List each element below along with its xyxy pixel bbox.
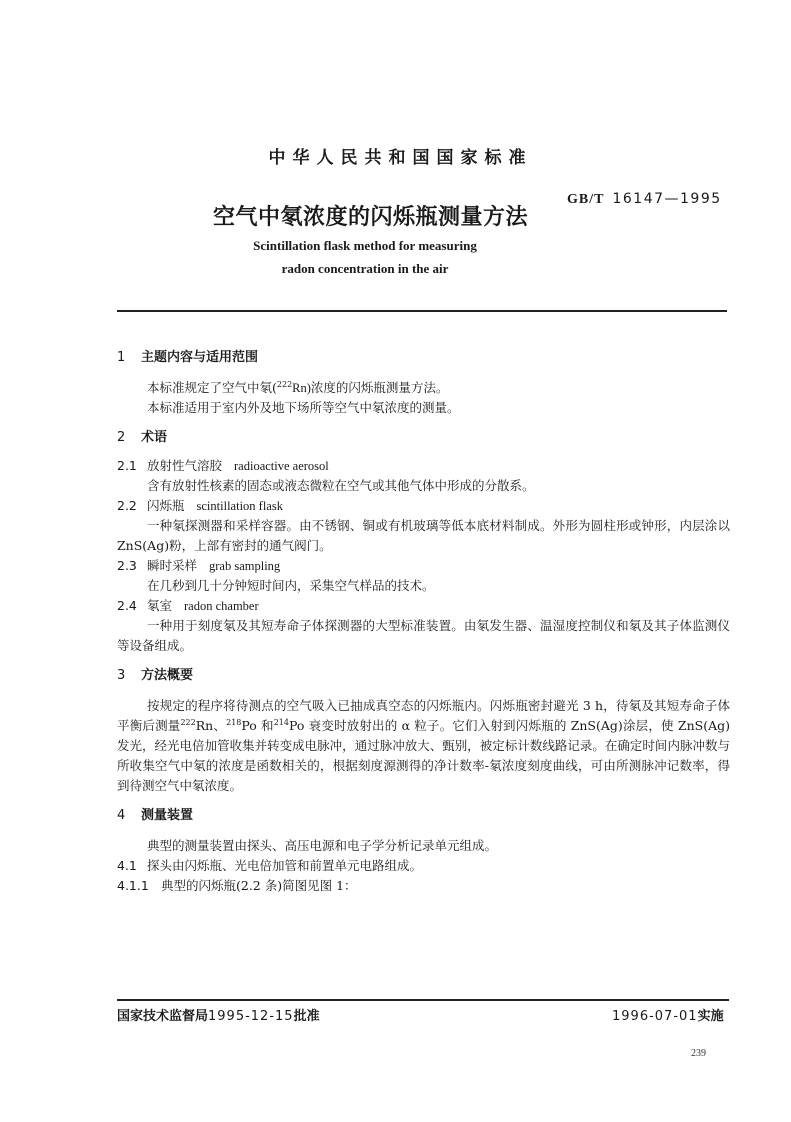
section-4-heading xyxy=(117,806,730,826)
section-title: 主题内容与适用范围 xyxy=(141,350,259,365)
section-2-heading xyxy=(117,428,730,448)
section-3-paragraph xyxy=(117,696,730,796)
text-run: 本标准规定了空气中氡( xyxy=(147,380,277,395)
document-title-en-line2: radon concentration in the air xyxy=(281,261,449,276)
national-standard-heading: 中华人民共和国国家标准 xyxy=(268,148,533,168)
superscript: 218 xyxy=(226,717,242,727)
term-en: radioactive aerosol xyxy=(234,459,329,473)
text-run: Po 衰变时放射出的 α 粒子。它们入射到闪烁瓶的 ZnS(Ag)涂层，使 ZnS(Ag)发光，经光电倍加管收集并转变成电脉冲，通过脉冲放大、甄别，被定标计数线路记录。在确定时间内脉冲数与所收集空气中氡的浓度是函数相关的，根据刻度源测得的净计数率-氡浓度刻度曲线，可由所测脉冲记数率，得到待测空气中氡浓度。 xyxy=(117,718,730,793)
text-run: Rn、 xyxy=(195,718,227,733)
clause-4-1-1 xyxy=(117,876,730,896)
superscript: 222 xyxy=(276,379,293,389)
section-3-heading xyxy=(117,666,730,686)
section-number: 1 xyxy=(117,350,126,365)
text-run: Po 和 xyxy=(241,718,274,733)
document-title-en-line1: Scintillation flask method for measuring xyxy=(253,238,477,253)
term-en: radon chamber xyxy=(184,599,259,613)
clause-number: 2.2 xyxy=(117,498,137,513)
section-number: 4 xyxy=(117,808,126,823)
standard-code-prefix: GB/T xyxy=(567,192,605,207)
document-title-zh: 空气中氡浓度的闪烁瓶测量方法 xyxy=(213,205,529,230)
document-body xyxy=(117,348,730,896)
clause-number: 2.1 xyxy=(117,458,137,473)
definition-2-2-term xyxy=(117,496,730,516)
clause-number: 2.3 xyxy=(117,558,137,573)
definition-2-1-text: 含有放射性核素的固态或液态微粒在空气或其他气体中形成的分散系。 xyxy=(147,478,535,493)
approval-date: 1995-12-15 xyxy=(208,1009,294,1024)
standard-code xyxy=(567,189,722,208)
section-1-heading xyxy=(117,348,730,368)
clause-text: 探头由闪烁瓶、光电倍加管和前置单元电路组成。 xyxy=(147,858,423,873)
section-number: 3 xyxy=(117,668,126,683)
text-run: 按规定的程序将待测点的空气吸入已抽成真空态的闪烁瓶内。闪烁瓶密封避光 3 h，待氡及其短寿命子体平衡后测量 xyxy=(117,698,730,733)
definition-2-3-text: 在几秒到几十分钟短时间内，采集空气样品的技术。 xyxy=(147,578,435,593)
term-zh: 瞬时采样 xyxy=(147,558,198,573)
definition-2-2-text: 一种氡探测器和采样容器。由不锈钢、铜或有机玻璃等低本底材料制成。外形为圆柱形或钟形，内层涂以 ZnS(Ag)粉，上部有密封的通气阀门。 xyxy=(117,518,730,553)
term-zh: 闪烁瓶 xyxy=(147,498,185,513)
definition-2-3-term xyxy=(117,556,730,576)
clause-number: 4.1.1 xyxy=(117,878,149,893)
clause-text: 典型的闪烁瓶(2.2 条)简图见图 1： xyxy=(161,878,357,893)
section-1-paragraph-1 xyxy=(117,378,730,398)
section-1-paragraph-2: 本标准适用于室内外及地下场所等空气中氡浓度的测量。 xyxy=(147,400,460,415)
term-en: grab sampling xyxy=(209,559,281,573)
clause-number: 4.1 xyxy=(117,858,137,873)
superscript: 214 xyxy=(273,717,289,727)
page-number: 239 xyxy=(691,1048,706,1059)
footer-divider xyxy=(117,999,729,1001)
definition-2-4-text: 一种用于刻度氡及其短寿命子体探测器的大型标准装置。由氡发生器、温湿度控制仪和氡及其子体监测仪等设备组成。 xyxy=(117,618,730,653)
clause-4-1 xyxy=(117,856,730,876)
section-title: 术语 xyxy=(141,430,168,445)
section-title: 方法概要 xyxy=(141,668,194,683)
approval-label: 批准 xyxy=(293,1009,320,1024)
header-divider xyxy=(117,310,727,312)
text-run: Rn)浓度的闪烁瓶测量方法。 xyxy=(292,381,449,395)
definition-2-1-term xyxy=(117,456,730,476)
approval-info xyxy=(117,1005,320,1024)
effective-info xyxy=(612,1005,724,1024)
section-title: 测量装置 xyxy=(141,808,194,823)
superscript: 222 xyxy=(180,717,196,727)
clause-number: 2.4 xyxy=(117,598,137,613)
effective-date: 1996-07-01 xyxy=(612,1009,698,1024)
term-zh: 氡室 xyxy=(147,598,173,613)
approver: 国家技术监督局 xyxy=(117,1009,209,1024)
term-en: scintillation flask xyxy=(196,499,283,513)
section-4-paragraph: 典型的测量装置由探头、高压电源和电子学分析记录单元组成。 xyxy=(147,838,498,853)
effective-label: 实施 xyxy=(697,1009,724,1024)
standard-code-number: 16147—1995 xyxy=(612,191,722,207)
section-number: 2 xyxy=(117,430,126,445)
term-zh: 放射性气溶胶 xyxy=(147,458,223,473)
definition-2-4-term xyxy=(117,596,730,616)
